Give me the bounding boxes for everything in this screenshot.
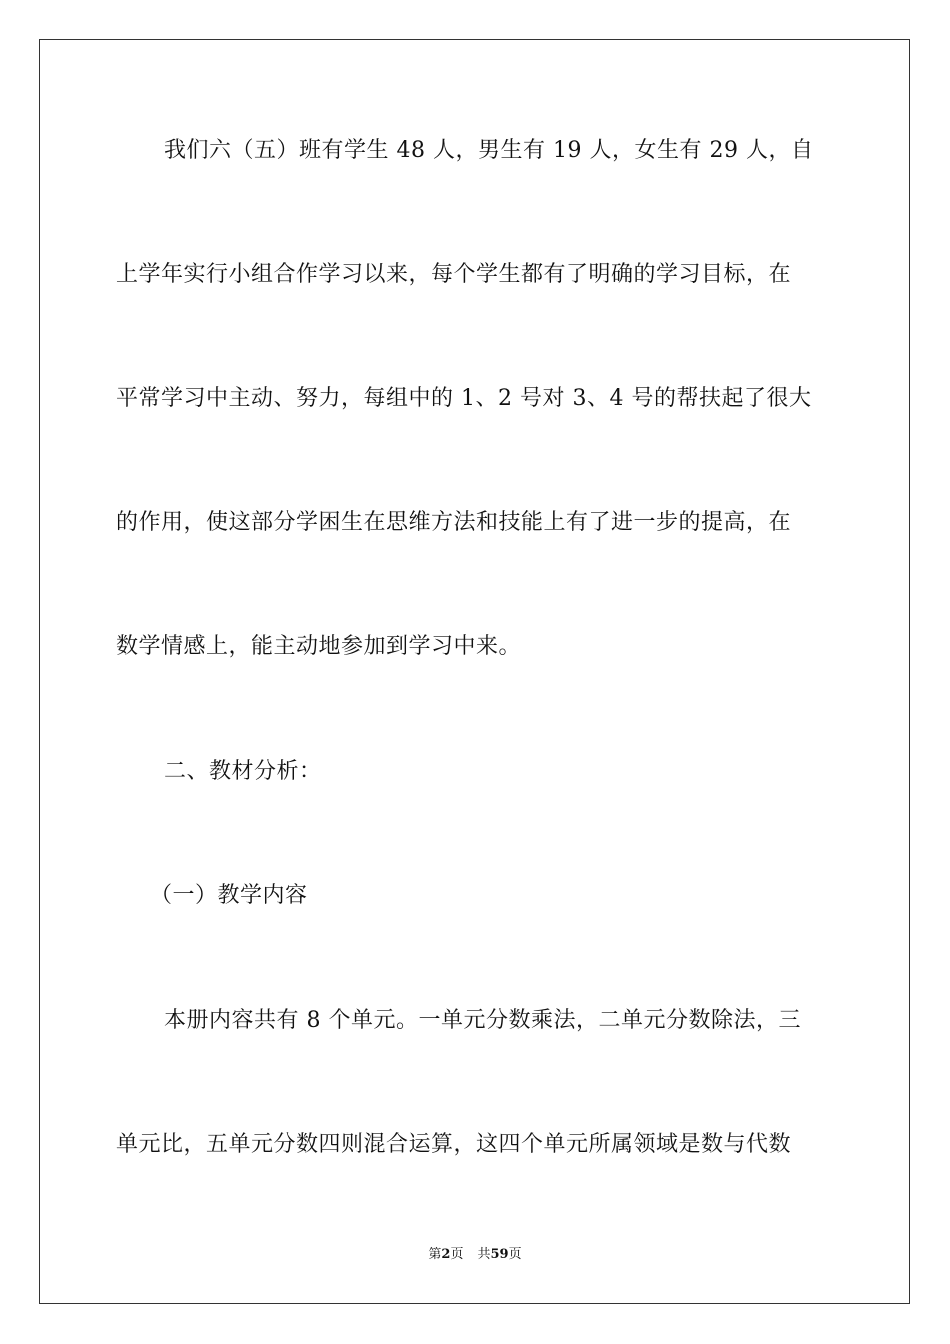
paragraph-line-3: 平常学习中主动、努力，每组中的 1、2 号对 3、4 号的帮扶起了很大 [116, 386, 812, 411]
footer-page-number: 2 [441, 1247, 451, 1262]
footer-page-suffix: 页 [450, 1247, 464, 1262]
footer-total-pages: 59 [490, 1247, 509, 1262]
content-line-1: 本册内容共有 8 个单元。一单元分数乘法，二单元分数除法，三 [164, 1008, 801, 1033]
subsection-heading: （一）教学内容 [150, 883, 308, 908]
section-heading: 二、教材分析： [164, 759, 322, 784]
footer-page-prefix: 第 [428, 1247, 442, 1262]
page-footer [0, 1246, 950, 1264]
page-border [39, 39, 910, 1304]
footer-total-prefix: 共 [477, 1247, 491, 1262]
content-line-2: 单元比，五单元分数四则混合运算，这四个单元所属领域是数与代数 [116, 1132, 792, 1157]
paragraph-line-5: 数学情感上，能主动地参加到学习中来。 [116, 634, 522, 659]
paragraph-line-4: 的作用，使这部分学困生在思维方法和技能上有了进一步的提高，在 [116, 510, 792, 535]
footer-total-suffix: 页 [508, 1247, 522, 1262]
paragraph-line-2: 上学年实行小组合作学习以来，每个学生都有了明确的学习目标，在 [116, 262, 792, 287]
paragraph-line-1: 我们六（五）班有学生 48 人，男生有 19 人，女生有 29 人，自 [164, 138, 814, 163]
